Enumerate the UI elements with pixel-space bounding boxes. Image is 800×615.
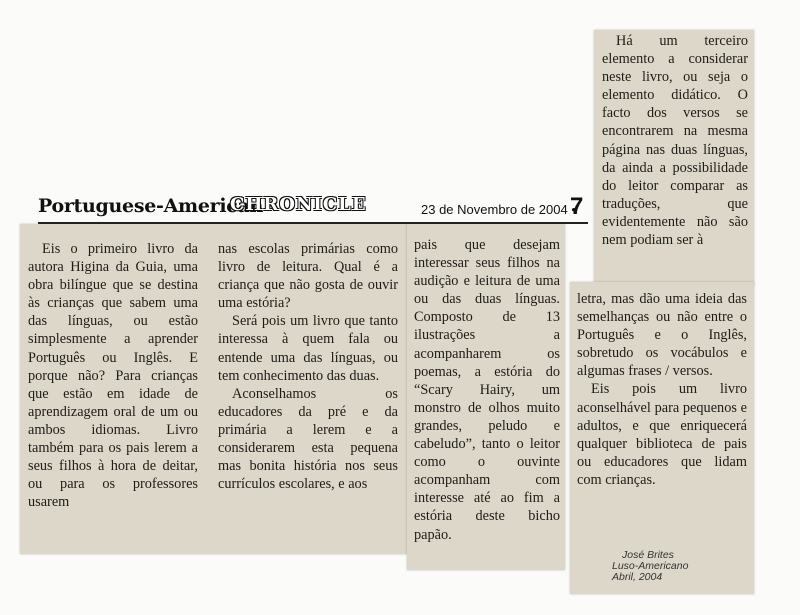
article-column-1 [28,240,198,511]
signature-date: Abril, 2004 [612,571,663,583]
masthead-rule [38,222,588,224]
signature-name: José Brites [622,549,674,561]
article-column-3 [414,236,560,544]
article-paragraph: nas escolas primárias como livro de leitura. Qual é a criança que não gosta de ouvir uma estória? [218,241,398,312]
article-column-4-bottom [577,290,747,489]
masthead-date: 23 de Novembro de 2004 • [421,202,576,217]
author-signature [612,550,722,583]
masthead-name: Portuguese-American [38,195,264,217]
signature-paper: Luso-Americano [612,560,689,572]
article-paragraph: pais que desejam interessar seus filhos na audição e leitura de uma ou das duas línguas. Composto de 13 ilustrações a acompanharem os poemas, a estória do “Scary Hairy, um monstro de olhos muito grandes, peludo e cabeludo”, tanto o leitor como o ouvinte acompanham com interesse até ao fim a estória deste bicho papão. [414,237,560,543]
article-paragraph: Aconselhamos os educadores da pré e da primária a lerem e a considerarem esta pequena mas bonita história nos seus currículos escolares, e aos [218,385,398,493]
article-column-4-top [602,32,748,249]
article-paragraph: Eis pois um livro aconselhável para pequenos e adultos, e que enriquecerá qualquer biblioteca de pais ou educadores que lidam com crianças. [577,381,747,488]
article-paragraph: Há um terceiro elemento a considerar neste livro, ou seja o elemento didático. O facto dos versos se encontrarem na mesma página nas duas línguas, da ainda a possibilidade do leitor comparar as traduções, que evidentemente não são nem podiam ser à [602,33,748,249]
masthead-chronicle: CHRONICLE [230,194,367,215]
article-paragraph: letra, mas dão uma ideia das semelhanças ou não entre o Português e o Inglês, sobretudo os vocábulos e algumas frases / versos. [577,291,747,380]
article-paragraph: Será pois um livro que tanto interessa à quem fala ou entende uma das línguas, ou tem conhecimento das duas. [218,313,398,384]
masthead-page-number: 7 [570,193,584,220]
article-column-2 [218,240,398,493]
article-paragraph: Eis o primeiro livro da autora Higina da Guia, uma obra bilíngue que se destina às crianças que sabem uma das línguas, ou estão simplesmente a aprender Português ou Inglês. E porque não? Para crianças que estão em idade de aprendizagem oral de um ou ambos idiomas. Livro também para os pais lerem a seus filhos à hora de deitar, ou para os professores usarem [28,241,198,511]
